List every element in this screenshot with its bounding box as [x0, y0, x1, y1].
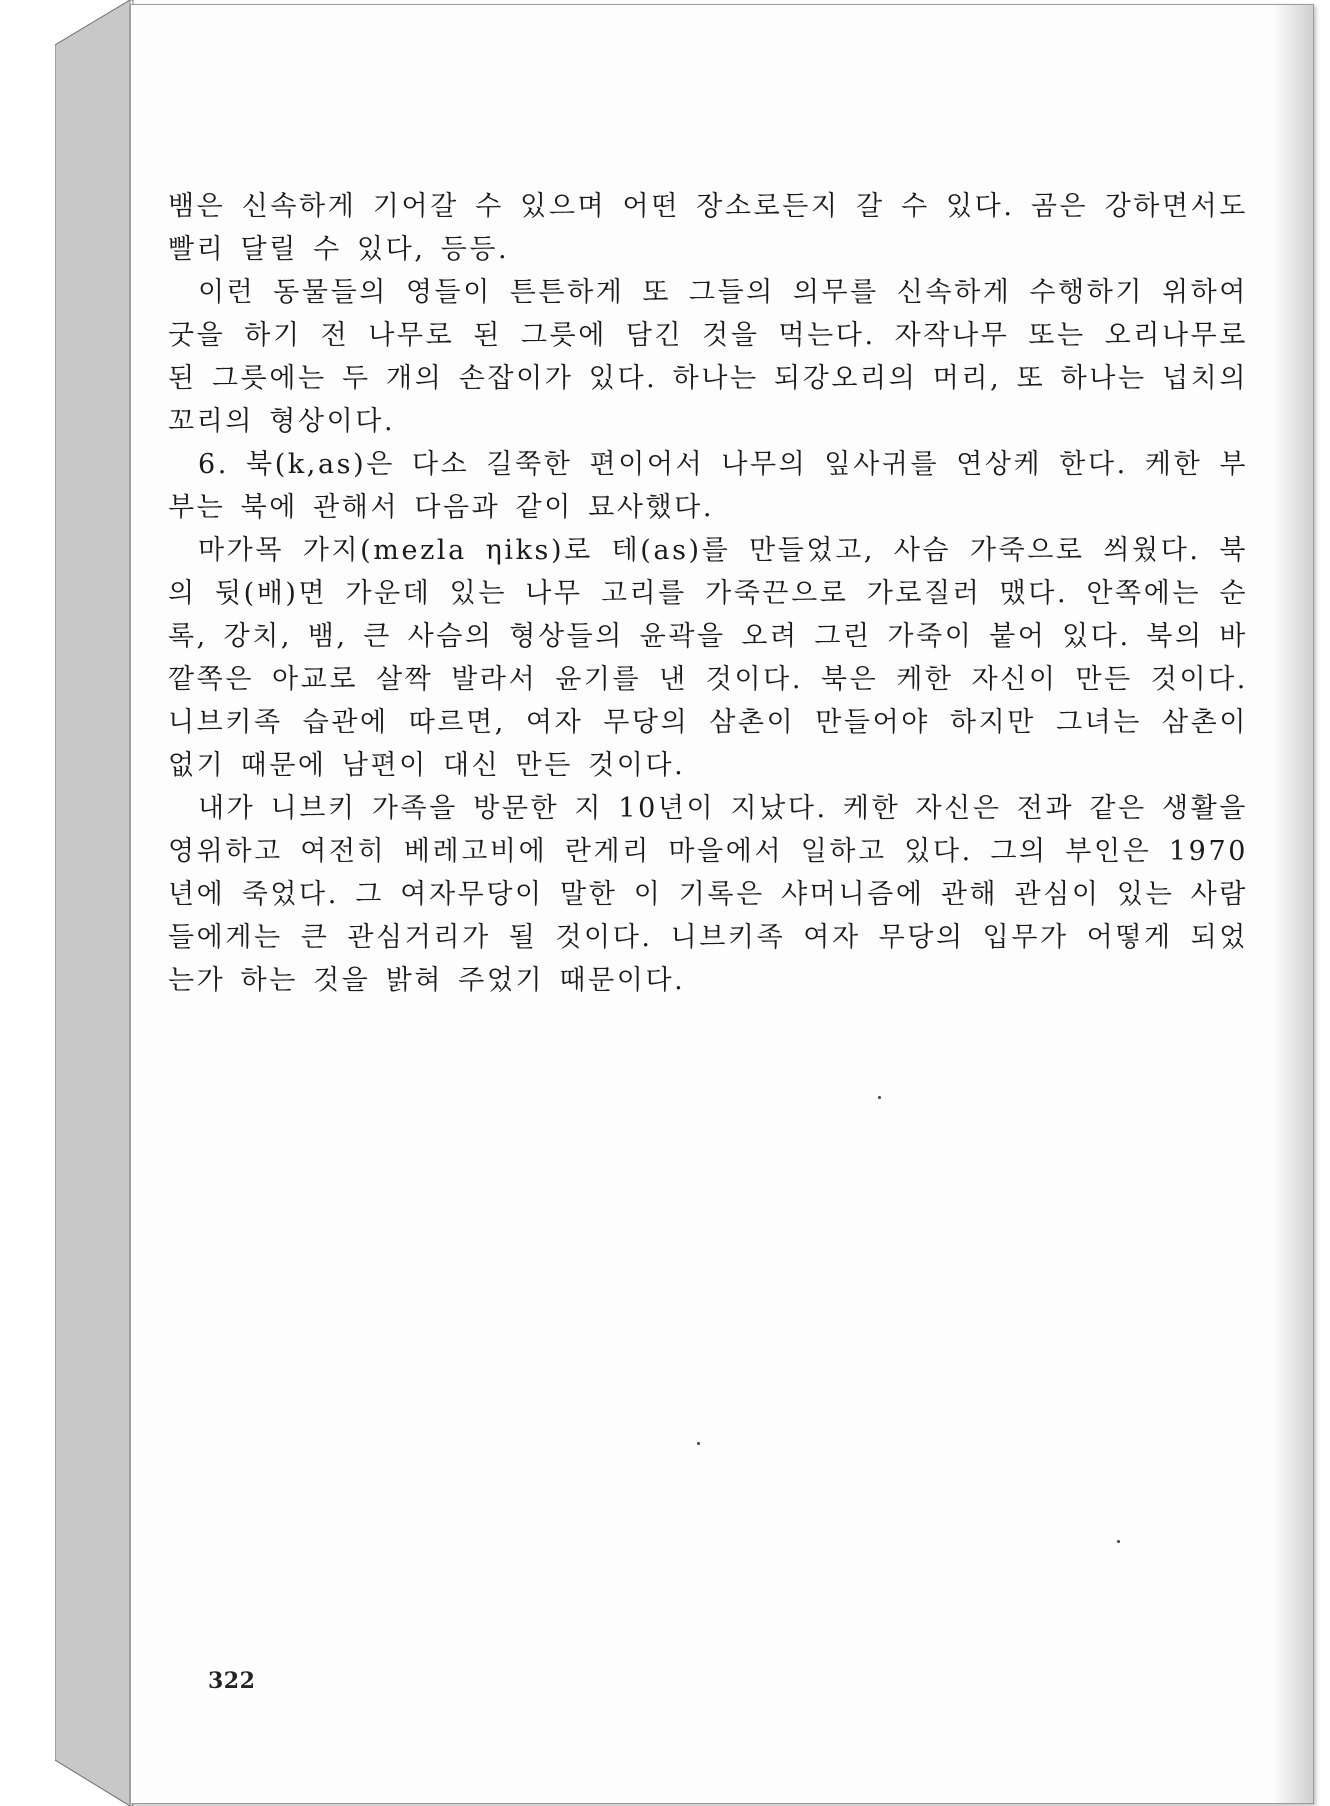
book-spine	[55, 0, 135, 1806]
page-edge-shadow	[1273, 5, 1313, 1803]
body-text	[168, 185, 1248, 1002]
paragraph-4: 마가목 가지(mezla ηiks)로 테(as)를 만들었고, 사슴 가죽으로 씌웠다. 북의 뒷(배)면 가운데 있는 나무 고리를 가죽끈으로 가로질러 맸다. 안쪽에는 순록, 강치, 뱀, 큰 사슴의 형상들의 윤곽을 오려 그린 가죽이 붙어 있다. 북의 바깥쪽은 아교로 살짝 발라서 윤기를 낸 것이다. 북은 케한 자신이 만든 것이다. 니브키족 습관에 따르면, 여자 무당의 삼촌이 만들어야 하지만 그녀는 삼촌이 없기 때문에 남편이 대신 만든 것이다.	[168, 535, 1248, 781]
paragraph-5: 내가 니브키 가족을 방문한 지 10년이 지났다. 케한 자신은 전과 같은 생활을 영위하고 여전히 베레고비에 란게리 마을에서 일하고 있다. 그의 부인은 1970년에 죽었다. 그 여자무당이 말한 이 기록은 샤머니즘에 관해 관심이 있는 사람들에게는 큰 관심거리가 될 것이다. 니브키족 여자 무당의 입무가 어떻게 되었는가 하는 것을 밝혀 주었기 때문이다.	[168, 793, 1248, 996]
scan-speck	[1117, 1540, 1120, 1543]
paragraph-2: 이런 동물들의 영들이 튼튼하게 또 그들의 의무를 신속하게 수행하기 위하여 굿을 하기 전 나무로 된 그릇에 담긴 것을 먹는다. 자작나무 또는 오리나무로 된 그릇에는 두 개의 손잡이가 있다. 하나는 되강오리의 머리, 또 하나는 넙치의 꼬리의 형상이다.	[168, 277, 1248, 437]
scan-speck	[878, 1096, 881, 1099]
paragraph-3: 6. 북(k,as)은 다소 길쭉한 편이어서 나무의 잎사귀를 연상케 한다. 케한 부부는 북에 관해서 다음과 같이 묘사했다.	[168, 449, 1248, 523]
scan-speck	[697, 1442, 700, 1445]
page-number: 322	[208, 1668, 256, 1694]
paragraph-1: 뱀은 신속하게 기어갈 수 있으며 어떤 장소로든지 갈 수 있다. 곰은 강하면서도 빨리 달릴 수 있다, 등등.	[168, 191, 1248, 265]
